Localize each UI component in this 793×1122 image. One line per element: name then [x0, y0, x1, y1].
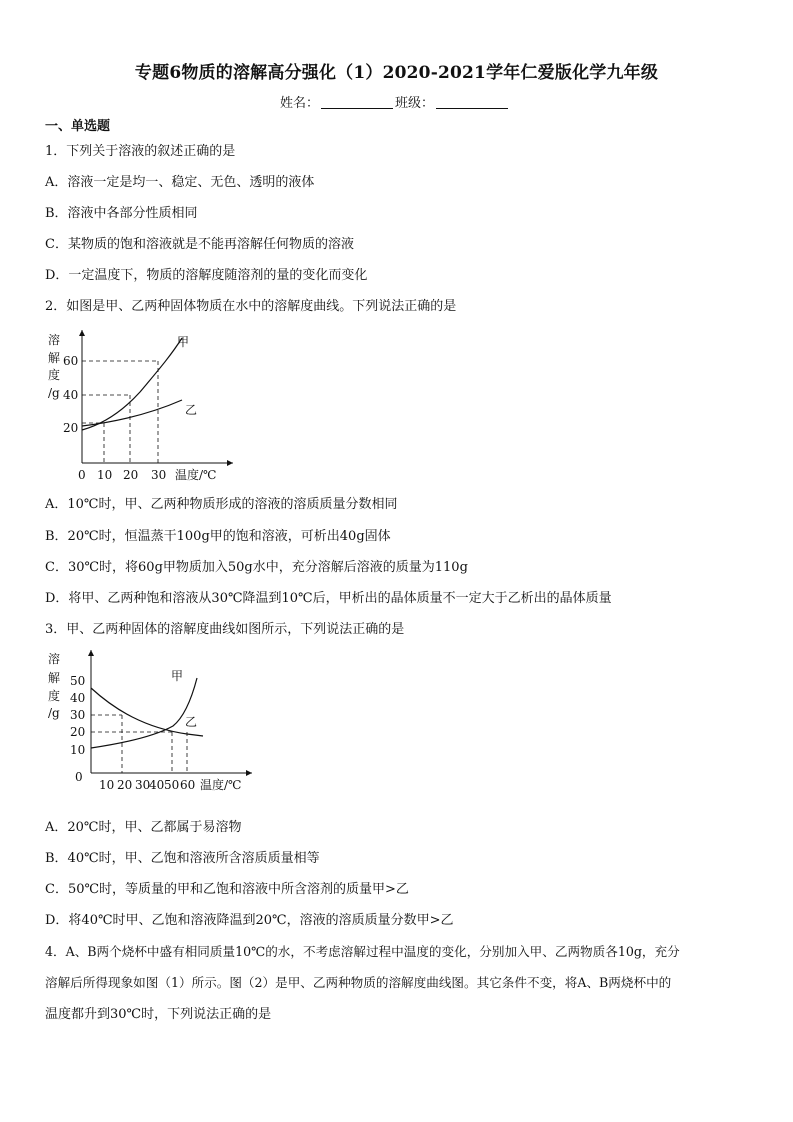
- y-label-4: /g: [48, 706, 60, 720]
- guide-lines: [82, 361, 158, 463]
- q4-line-1: 4．A、B两个烧杯中盛有相同质量10℃的水，不考虑溶解过程中温度的变化，分别加入甲、乙两物质各10g，充分: [45, 944, 680, 959]
- x-tick-20: 20: [117, 778, 133, 792]
- y-tick-30: 30: [70, 708, 86, 722]
- x-tick-30: 30: [135, 778, 151, 792]
- y-label-1: 溶: [48, 333, 61, 347]
- x-tick-30: 30: [151, 468, 167, 482]
- x-tick-10: 10: [99, 778, 115, 792]
- guide-lines: [91, 715, 187, 773]
- q1-option-a: A．溶液一定是均一、稳定、无色、透明的液体: [45, 175, 315, 190]
- q1-stem: 1．下列关于溶液的叙述正确的是: [45, 144, 236, 159]
- y-label-2: 解: [48, 671, 61, 685]
- q3-option-b: B．40℃时，甲、乙饱和溶液所含溶质质量相等: [45, 851, 320, 866]
- x-tick-10: 10: [97, 468, 113, 482]
- class-blank: [436, 96, 508, 109]
- x-tick-20: 20: [123, 468, 139, 482]
- class-label: 班级：: [395, 96, 435, 111]
- q4-line-3: 温度都升到30℃时，下列说法正确的是: [45, 1007, 272, 1022]
- q2-option-a: A．10℃时，甲、乙两种物质形成的溶液的溶质质量分数相同: [45, 497, 398, 512]
- y-tick-40: 40: [63, 388, 79, 402]
- series-label-jia: 甲: [171, 669, 184, 683]
- x-tick-50: 50: [164, 778, 180, 792]
- q3-option-c: C．50℃时，等质量的甲和乙饱和溶液中所含溶剂的质量甲>乙: [45, 882, 409, 897]
- series-label-jia: 甲: [177, 335, 190, 349]
- y-label-3: 度: [48, 689, 61, 703]
- y-label-1: 溶: [48, 652, 61, 666]
- q4-line-2: 溶解后所得现象如图（1）所示。图（2）是甲、乙两种物质的溶解度曲线图。其它条件不变，将A、B两烧杯中的: [45, 975, 672, 990]
- q2-option-c: C．30℃时，将60g甲物质加入50g水中，充分溶解后溶液的质量为110g: [45, 560, 468, 575]
- q3-option-a: A．20℃时，甲、乙都属于易溶物: [45, 820, 242, 835]
- name-label: 姓名：: [280, 96, 320, 111]
- q1-option-c: C．某物质的饱和溶液就是不能再溶解任何物质的溶液: [45, 237, 354, 252]
- solubility-chart-1: [45, 322, 245, 487]
- q2-stem: 2．如图是甲、乙两种固体物质在水中的溶解度曲线。下列说法正确的是: [45, 299, 457, 314]
- curve-jia: [82, 338, 182, 430]
- y-tick-0: 0: [75, 770, 83, 784]
- x-tick-60: 60: [180, 778, 196, 792]
- series-label-yi: 乙: [185, 715, 198, 729]
- y-label-4: /g: [48, 386, 60, 400]
- q2-option-d: D．将甲、乙两种饱和溶液从30℃降温到10℃后，甲析出的晶体质量不一定大于乙析出的晶体质量: [45, 591, 612, 606]
- q3-option-d: D．将40℃时甲、乙饱和溶液降温到20℃，溶液的溶质质量分数甲>乙: [45, 913, 454, 928]
- name-class-line: [280, 92, 510, 111]
- y-tick-50: 50: [70, 674, 86, 688]
- q1-option-d: D．一定温度下，物质的溶解度随溶剂的量的变化而变化: [45, 268, 368, 283]
- x-axis-label: 温度/℃: [200, 778, 242, 792]
- x-tick-40: 40: [149, 778, 165, 792]
- curve-yi: [82, 400, 182, 426]
- q2-option-b: B．20℃时，恒温蒸干100g甲的饱和溶液，可析出40g固体: [45, 529, 391, 544]
- y-label-3: 度: [48, 368, 61, 382]
- page-title: 专题6物质的溶解高分强化（1）2020-2021学年仁爱版化学九年级: [134, 63, 659, 83]
- q1-option-b: B．溶液中各部分性质相同: [45, 206, 198, 221]
- name-blank: [321, 96, 393, 109]
- y-tick-10: 10: [70, 743, 86, 757]
- x-axis-label: 温度/℃: [175, 468, 217, 482]
- q3-stem: 3．甲、乙两种固体的溶解度曲线如图所示，下列说法正确的是: [45, 622, 405, 637]
- solubility-chart-2: [45, 646, 260, 796]
- section-heading: 一、单选题: [45, 119, 111, 134]
- series-label-yi: 乙: [185, 403, 198, 417]
- y-label-2: 解: [48, 351, 61, 365]
- y-tick-60: 60: [63, 354, 79, 368]
- y-tick-20: 20: [63, 421, 79, 435]
- curve-jia: [91, 678, 197, 748]
- y-tick-20: 20: [70, 725, 86, 739]
- x-tick-0: 0: [78, 468, 86, 482]
- y-tick-40: 40: [70, 691, 86, 705]
